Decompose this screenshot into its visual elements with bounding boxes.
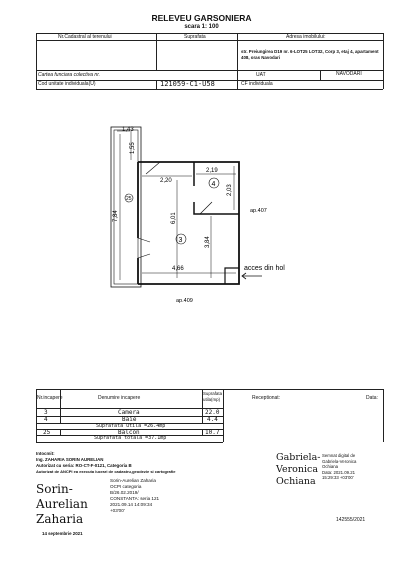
uat-value: NAVODARI: [336, 71, 362, 77]
dim-155: 1,55: [130, 142, 136, 154]
dim-203: 2,03: [227, 184, 233, 196]
surveyor-sig-line: 2021.09.14 14:09:34: [110, 502, 153, 507]
cf-individuala-label: CF individuala: [241, 81, 273, 87]
reception-signer-line: Ochiana: [276, 476, 316, 487]
balcony-area: 10.7: [205, 429, 220, 436]
util-total: Suprafata utila =26.4mp: [96, 423, 166, 429]
surveyor-sig-line: CONSTANTA: seria 121: [110, 496, 160, 501]
reception-sig-line: Ochiana: [322, 464, 339, 470]
row-3-area: 22.0: [205, 409, 220, 416]
address-value: str. Preiungirea D19 nr. 6-LOT25 LOT32, Corp 3, etaj 4, apartament 408, oras Navodari: [241, 49, 379, 60]
reception-digital-signature: [322, 453, 356, 481]
nr-cadastral-label: Nr.Cadastral al terenului: [58, 34, 112, 40]
row-3-name: Camera: [118, 409, 140, 416]
dim-220: 2,20: [160, 178, 172, 184]
surveyor-digital-signature: [110, 478, 159, 514]
document-number: 142555/2021: [336, 517, 366, 523]
reception-signer-line: Veronica: [276, 464, 319, 475]
surveyor-authorization: Autorizat cu seria: RO-CT-F-0121, Categoria B: [36, 463, 132, 468]
grand-total: Suprafata totala =37.1mp: [94, 435, 167, 441]
row-3-nr: 3: [44, 409, 48, 416]
cod-unitate-label: Cod unitate individuala(U): [38, 81, 96, 87]
room-4-label: 4: [211, 181, 216, 188]
dim-143: 1,43: [122, 127, 134, 133]
col-name-header: Denumire incapere: [98, 395, 141, 401]
dim-384: 3,84: [205, 236, 211, 248]
surveyor-date: 14 septembrie 2021: [42, 531, 83, 536]
surveyor-signer-line: Sorin-: [36, 482, 73, 496]
header-table: [36, 33, 383, 97]
floor-plan: [100, 118, 312, 308]
reception-sig-line: Semnat digital de: [322, 453, 356, 458]
dim-784: 7,84: [113, 210, 119, 222]
surveyor-sig-line: OCPI categoria: [110, 484, 142, 489]
scale-label: scara 1: 100: [184, 24, 219, 30]
surveyor-name: Ing. ZAHARIA SORIN AURELIAN: [36, 457, 104, 462]
surveyor-sig-line: B/26.02.2019/: [110, 490, 139, 495]
surveyor-sig-line: +03'00': [110, 508, 125, 513]
dim-466: 4,66: [172, 266, 184, 272]
rooms-table: [36, 389, 383, 449]
surveyor-signer-name: [36, 482, 88, 527]
row-4-area: 4.4: [207, 416, 218, 423]
reception-sig-line: 15:29:33 +03'00': [322, 475, 354, 481]
ap407-label: ap.407: [250, 208, 267, 214]
row-4-nr: 4: [44, 416, 48, 423]
col-area-header-1: Suprafata: [203, 391, 223, 396]
col-area-header-2: utila(mp): [203, 397, 221, 402]
room-3-label: 3: [178, 237, 183, 244]
ap409-label: ap.409: [176, 298, 193, 304]
reception-signer-line: Gabriela-: [276, 452, 321, 463]
page-title: RELEVEU GARSONIERA: [151, 13, 252, 23]
reception-sig-line: Data: 2021.09.21: [322, 469, 355, 475]
surveyor-signer-line: Aurelian: [36, 497, 88, 511]
adresa-label: Adresa imobilului:: [286, 34, 326, 40]
surveyor-sig-line: Sorin-Aurelian Zaharia: [110, 478, 156, 483]
dim-219: 2,19: [206, 168, 218, 174]
date-label: Data:: [366, 395, 378, 401]
dim-601: 6,01: [171, 212, 177, 224]
reception-signer-name: [276, 452, 320, 488]
cod-unitate-value: 121059-C1-U58: [160, 80, 215, 88]
reception-sig-line: Gabriela-Veronica: [322, 458, 357, 464]
uat-label: UAT: [256, 72, 266, 78]
surveyor-ancpi: Autorizat de ANCPI ea executa lucrari de cadastru,geodezie si cartografie: [36, 469, 176, 474]
cf-colectiva-label: Cartea funciara colectiva nr.: [38, 72, 101, 78]
access-label: acces din hol: [244, 265, 285, 272]
row-4-name: Baie: [122, 416, 137, 423]
suprafata-label: Suprafata: [184, 34, 206, 40]
receptionat-label: Receptionat:: [252, 395, 281, 401]
col-nr-header: Nr.incapere: [37, 395, 63, 401]
balcony-name: Balcon: [118, 429, 140, 436]
balcony-nr: 25: [43, 429, 51, 436]
room-25-label: 25: [126, 196, 132, 202]
intocmit-label: Intocmit:: [36, 451, 55, 456]
surveyor-signer-line: Zaharia: [36, 512, 84, 526]
